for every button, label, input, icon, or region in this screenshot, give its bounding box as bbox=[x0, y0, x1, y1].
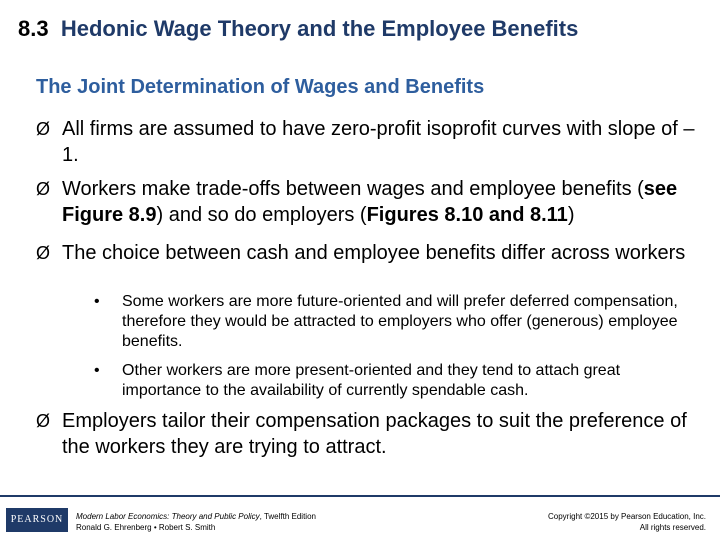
slide-subtitle: The Joint Determination of Wages and Benefits bbox=[36, 76, 485, 98]
copyright-notice bbox=[548, 511, 706, 533]
pearson-logo: PEARSON bbox=[6, 508, 68, 532]
figure-ref: Figures 8.10 and 8.11 bbox=[366, 204, 568, 226]
bullet-text: All firms are assumed to have zero-profit isoprofit curves with slope of – 1. bbox=[62, 118, 695, 166]
arrow-bullet-icon: Ø bbox=[36, 179, 51, 199]
copyright-text: Copyright ©2015 by Pearson Education, Inc. bbox=[548, 512, 706, 521]
sub-bullet-1 bbox=[94, 292, 690, 352]
book-edition: , Twelfth Edition bbox=[259, 512, 316, 521]
slide-title bbox=[18, 16, 578, 42]
arrow-bullet-icon: Ø bbox=[36, 243, 51, 263]
title-text: Hedonic Wage Theory and the Employee Benefits bbox=[60, 16, 579, 41]
bullet-3 bbox=[36, 240, 696, 266]
arrow-bullet-icon: Ø bbox=[36, 411, 51, 431]
book-citation bbox=[76, 511, 316, 533]
arrow-bullet-icon: Ø bbox=[36, 119, 51, 139]
section-number: 8.3 bbox=[18, 16, 49, 41]
rights-text: All rights reserved. bbox=[639, 523, 706, 532]
sub-bullet-2 bbox=[94, 361, 690, 401]
dot-bullet-icon: • bbox=[94, 362, 100, 379]
bullet-2 bbox=[36, 176, 696, 228]
sub-bullet-text: Some workers are more future-oriented and will prefer deferred compensation, therefore they would be attracted to employers who offer (generous) employee benefits. bbox=[122, 293, 678, 350]
footer-divider bbox=[0, 495, 720, 497]
book-authors: Ronald G. Ehrenberg • Robert S. Smith bbox=[76, 523, 216, 532]
bullet-text: Workers make trade-offs between wages and employee benefits (see Figure 8.9) and so do employers (Figures 8.10 and 8.11) bbox=[62, 178, 678, 226]
bullet-text: The choice between cash and employee benefits differ across workers bbox=[62, 242, 686, 264]
sub-bullet-text: Other workers are more present-oriented and they tend to attach great importance to the availability of currently spendable cash. bbox=[122, 362, 621, 399]
dot-bullet-icon: • bbox=[94, 293, 100, 310]
bullet-1 bbox=[36, 116, 696, 168]
bullet-4 bbox=[36, 408, 696, 460]
book-title: Modern Labor Economics: Theory and Public Policy bbox=[76, 512, 260, 521]
figure-ref: see Figure 8.9 bbox=[62, 178, 678, 226]
bullet-text: Employers tailor their compensation packages to suit the preference of the workers they are trying to attract. bbox=[62, 410, 687, 458]
